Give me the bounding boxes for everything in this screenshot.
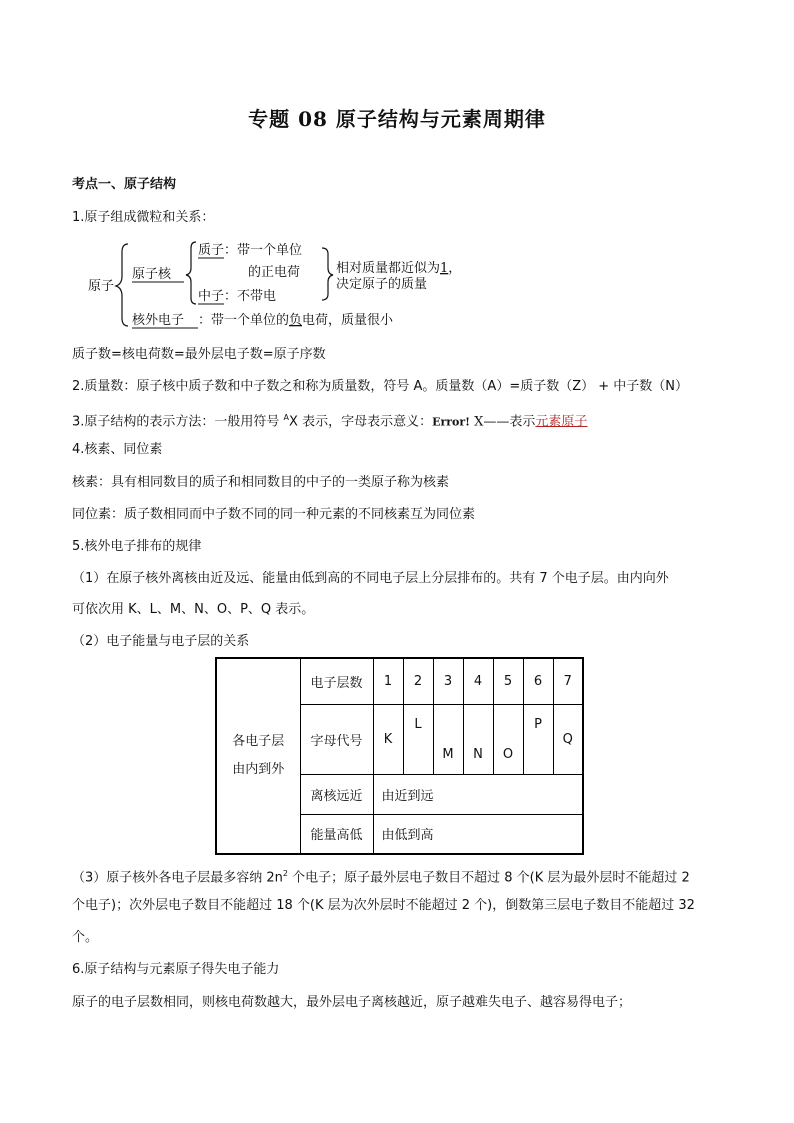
letter-cell: L [403, 704, 433, 774]
paragraph-11: （2）电子能量与电子层的关系 [72, 634, 250, 649]
letter-cell: O [493, 704, 523, 774]
paragraph-15: 6.原子结构与元素原子得失电子能力 [72, 962, 280, 977]
letter-cell: P [523, 704, 553, 774]
diagram-proton-desc-1: ：带一个单位 [224, 243, 303, 258]
paragraph-12: （3）原子核外各电子层最多容纳 $2n^2$ 个电子；原子最外层电子数目不超过 8 个(K 层为最外层时不能超过 2 [72, 869, 690, 886]
count-cell: 1 [373, 658, 403, 704]
diagram-proton: 质子 [198, 243, 225, 258]
section-heading: 考点一、原子结构 [72, 177, 177, 192]
diagram-neutron: 中子 [198, 289, 225, 304]
paragraph-6: 核素：具有相同数目的质子和相同数目的中子的一类原子称为核素 [72, 475, 450, 490]
paragraph-4: 3.原子结构的表示方法：一般用符号 $^A$X 表示，字母表示意义：Error! X——表示元素原子 [72, 413, 588, 430]
page-title: 专题 08 原子结构与元素周期律 [248, 107, 546, 131]
count-cell: 5 [493, 658, 523, 704]
atom-structure-diagram [80, 238, 500, 338]
paragraph-8: 5.核外电子排布的规律 [72, 539, 202, 554]
paragraph-2: 质子数=核电荷数=最外层电子数=原子序数 [72, 347, 326, 362]
link-element-atom[interactable]: 元素原子 [535, 414, 588, 430]
diagram-nucleus: 原子核 [132, 267, 172, 282]
label-letter: 字母代号 [300, 704, 373, 774]
diagram-neutron-desc: ：不带电 [224, 289, 277, 304]
distance-cell: 由近到远 [373, 774, 583, 814]
count-cell: 2 [403, 658, 433, 704]
paragraph-10: 可依次用 K、L、M、N、O、P、Q 表示。 [72, 602, 315, 617]
paragraph-5: 4.核素、同位素 [72, 442, 163, 457]
paragraph-3: 2.质量数：原子核中质子数和中子数之和称为质量数，符号 A。质量数（A）=质子数（Z） + 中子数（N） [72, 379, 689, 394]
count-cell: 4 [463, 658, 493, 704]
row-header-cell: 各电子层 由内到外 [216, 658, 300, 854]
letter-cell: M [433, 704, 463, 774]
letter-cell: Q [553, 704, 583, 774]
diagram-electron: 核外电子 [132, 313, 185, 328]
paragraph-16: 原子的电子层数相同，则核电荷数越大，最外层电子离核越近，原子越难失电子、越容易得电子； [72, 995, 632, 1010]
count-cell: 7 [553, 658, 583, 704]
energy-cell: 由低到高 [373, 814, 583, 854]
diagram-atom: 原子 [88, 279, 115, 294]
diagram-mass-1: 相对质量都近似为1， [336, 261, 462, 276]
diagram-proton-desc-2: 的正电荷 [248, 265, 301, 280]
paragraph-13: 个电子)；次外层电子数目不能超过 18 个(K 层为次外层时不能超过 2 个)，倒数第三层电子数目不能超过 32 [72, 898, 695, 913]
electron-shell-table [215, 657, 584, 855]
label-count: 电子层数 [300, 658, 373, 704]
letter-cell: K [373, 704, 403, 774]
diagram-mass-2: 决定原子的质量 [336, 277, 428, 292]
diagram-electron-desc: ：带一个单位的负电荷，质量很小 [198, 313, 394, 328]
label-distance: 离核远近 [300, 774, 373, 814]
error-field: Error! [432, 415, 471, 429]
label-energy: 能量高低 [300, 814, 373, 854]
paragraph-14: 个。 [72, 930, 99, 945]
paragraph-1: 1.原子组成微粒和关系： [72, 210, 215, 225]
brace-atom [116, 244, 128, 326]
count-cell: 3 [433, 658, 463, 704]
count-cell: 6 [523, 658, 553, 704]
brace-nucleus [186, 242, 196, 304]
letter-cell: N [463, 704, 493, 774]
paragraph-9: （1）在原子核外离核由近及远、能量由低到高的不同电子层上分层排布的。共有 7 个电子层。由内向外 [72, 571, 669, 586]
brace-mass [322, 248, 333, 300]
paragraph-7: 同位素：质子数相同而中子数不同的同一种元素的不同核素互为同位素 [72, 507, 476, 522]
